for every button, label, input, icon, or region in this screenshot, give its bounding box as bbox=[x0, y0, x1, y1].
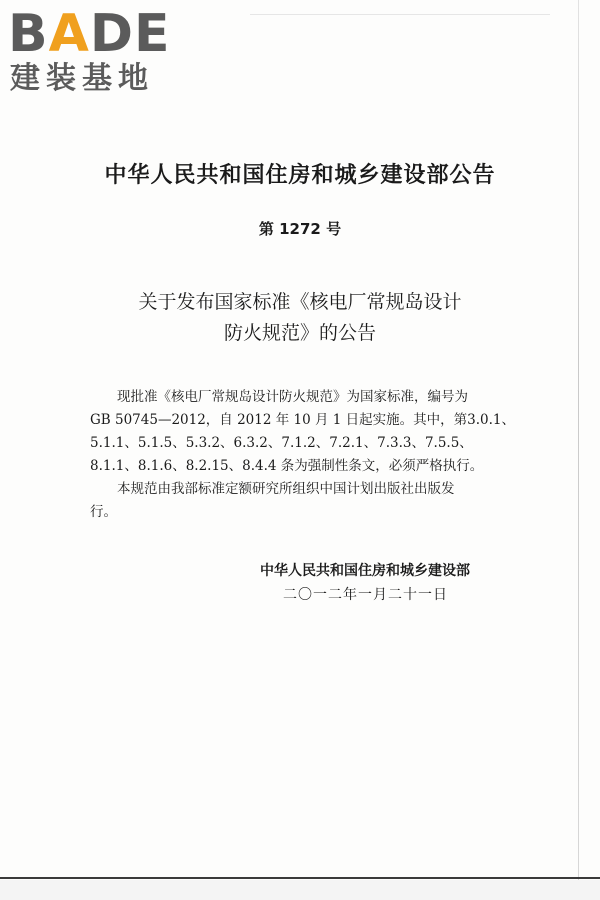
bade-logo bbox=[8, 4, 178, 100]
body-line: 本规范由我部标准定额研究所组织中国计划出版社出版发 bbox=[90, 481, 455, 497]
logo-subtitle: 建装基地 bbox=[10, 61, 154, 96]
announcement-title: 中华人民共和国住房和城乡建设部公告 bbox=[104, 163, 496, 188]
body-line: 8.1.1、8.1.6、8.2.15、8.4.4 条为强制性条文，必须严格执行。 bbox=[90, 458, 484, 474]
body-paragraph-1 bbox=[90, 386, 520, 478]
scan-bottom-edge bbox=[0, 877, 600, 879]
body-line: 现批准《核电厂常规岛设计防火规范》为国家标准，编号为 bbox=[90, 389, 468, 405]
body-line: 行。 bbox=[90, 504, 117, 520]
scan-bottom-margin bbox=[0, 880, 600, 900]
logo-letters-de: DE bbox=[89, 4, 171, 64]
body-line: 5.1.1、5.1.5、5.3.2、6.3.2、7.1.2、7.2.1、7.3.3、7.5.5、 bbox=[90, 435, 473, 451]
signature-organization: 中华人民共和国住房和城乡建设部 bbox=[260, 563, 470, 579]
body-line: GB 50745—2012，自 2012 年 10 月 1 日起实施。其中，第3.0.1、 bbox=[90, 412, 516, 428]
announcement-number: 第 1272 号 bbox=[258, 220, 342, 238]
announcement-subtitle-line1: 关于发布国家标准《核电厂常规岛设计 bbox=[138, 291, 462, 313]
signature-date: 二〇一二年一月二十一日 bbox=[283, 587, 448, 603]
scan-top-line bbox=[250, 14, 550, 15]
logo-wordmark bbox=[8, 4, 171, 64]
scan-right-edge bbox=[578, 0, 579, 900]
announcement-subtitle-line2: 防火规范》的公告 bbox=[223, 322, 376, 344]
logo-letter-b: B bbox=[8, 4, 49, 64]
body-paragraph-2 bbox=[90, 478, 520, 524]
logo-letter-a-accent: A bbox=[48, 4, 90, 64]
